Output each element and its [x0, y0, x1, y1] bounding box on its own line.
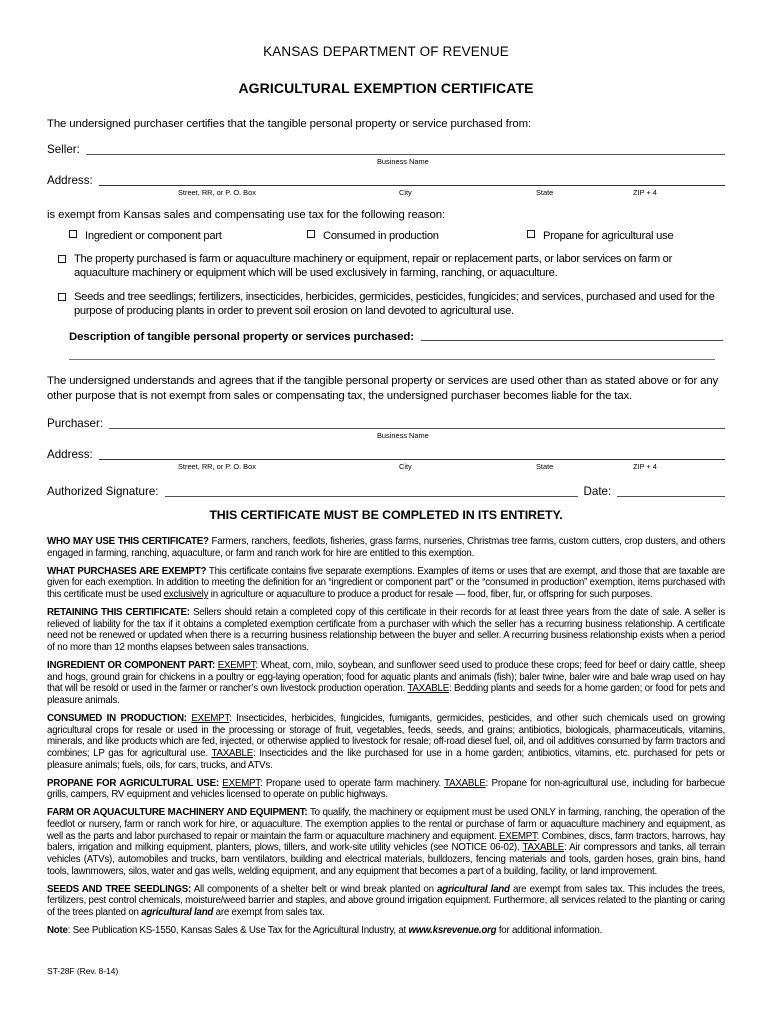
instruction-heading: WHAT PURCHASES ARE EXEMPT?: [47, 565, 207, 577]
purchaser-city-caption: City: [399, 462, 412, 472]
seller-caption-row: [47, 157, 725, 169]
checkbox-icon[interactable]: [58, 293, 66, 301]
purchaser-zip-caption: ZIP + 4: [633, 462, 657, 472]
agency-heading: KANSAS DEPARTMENT OF REVENUE: [263, 44, 509, 59]
seller-street-caption: Street, RR, or P. O. Box: [178, 188, 256, 197]
checkbox-ingredient-or-component-part[interactable]: [69, 230, 222, 242]
emphasis-taxable: TAXABLE: [407, 683, 449, 695]
form-number: ST-28F (Rev. 8-14): [47, 966, 119, 976]
emphasis-agricultural-land: agricultural land: [141, 907, 214, 919]
instruction-text: To qualify, the machinery or equipment must be used ONLY in farming, ranching, the operation of the feedlot or nursery, farm or ranch work for hire, or aquaculture. The exemption applies to the rental or purchase of farm or aquaculture machinery and equipment, as well as the parts and labor purchased to repair or maintain the farm or aquaculture machinery and equipment. EXEMPT: Combines, discs, farm tractors, harrows, hay balers, irrigation and milking equipment, planters, plows, tillers, and work-site utility vehicles (see NOTICE 06-02). TAXABLE: Air compressors and tanks, all terrain vehicles (ATVs), automobiles and trucks, barn ventilators, building and electrical materials, bulldozers, fencing materials and tools, garden hoses, grain bins, hand tools, lawnmowers, silos, water and gas wells, welding equipment, and any equipment that becomes a part of a building, facility, or land improvement.: [47, 807, 725, 877]
instruction-text: Sellers should retain a completed copy of this certificate in their records for at least three years from the date of sale. A seller is relieved of liability for the tax if it obtains a completed exemption certificate from a purchaser with which the seller has a recurring business relationship. A certificate need not be renewed or updated when there is a recurring business relationship between the buyer and seller. A recurring business relationship exists when a period of no more than 12 months elapses between sales transactions.: [47, 606, 725, 654]
instruction-note: [47, 925, 725, 937]
completion-notice: THIS CERTIFICATE MUST BE COMPLETED IN ITS ENTIRETY.: [209, 508, 563, 523]
seller-field-row: [47, 143, 725, 157]
purchaser-state-caption: State: [536, 462, 554, 472]
checkbox-label: The property purchased is farm or aquaculture machinery or equipment, repair or replacement parts, or labor services on farm or aquaculture machinery or equipment which will be used exclusively in farming, ranching, or aquaculture.: [74, 253, 673, 279]
instruction-heading: CONSUMED IN PRODUCTION:: [47, 712, 187, 724]
checkbox-label: Seeds and tree seedlings; fertilizers, insecticides, herbicides, germicides, pesticides, fungicides; and services, purchased and used for the purpose of producing plants in order to prevent soil erosion on land devoted to agricultural use.: [74, 291, 715, 317]
instruction-retaining: [47, 607, 725, 654]
emphasis-agricultural-land: agricultural land: [437, 883, 510, 895]
purchaser-label: Purchaser:: [47, 417, 104, 431]
checkbox-consumed-in-production[interactable]: [307, 230, 439, 242]
instruction-text: : See Publication KS-1550, Kansas Sales & Use Tax for the Agricultural Industry, at www.ksrevenue.org for additional information.: [67, 924, 603, 936]
signature-label: Authorized Signature:: [47, 485, 159, 499]
checkbox-icon[interactable]: [307, 230, 315, 238]
instruction-heading: SEEDS AND TREE SEEDLINGS:: [47, 883, 192, 895]
seller-address-input[interactable]: [99, 185, 725, 186]
instruction-who-may-use: [47, 536, 725, 560]
checkbox-label: Consumed in production: [323, 230, 439, 242]
purchaser-input[interactable]: [109, 428, 725, 429]
instruction-heading: RETAINING THIS CERTIFICATE:: [47, 606, 190, 618]
checkbox-icon[interactable]: [527, 230, 535, 238]
agreement-paragraph: The undersigned understands and agrees that if the tangible personal property or services are used other than as stated above or for any other purpose that is not exempt from sales or compensating tax, the undersigned purchaser becomes liable for the tax.: [47, 375, 719, 402]
purchaser-address-field-row: [47, 448, 725, 462]
link-ksrevenue[interactable]: www.ksrevenue.org: [408, 924, 497, 936]
checkbox-farm-machinery[interactable]: [47, 253, 725, 280]
emphasis-taxable: TAXABLE: [522, 842, 564, 854]
instruction-what-purchases: [47, 566, 725, 601]
description-colon: :: [410, 331, 414, 344]
instruction-machinery: [47, 807, 725, 878]
instruction-text: This certificate contains five separate exemptions. Examples of items or uses that are exempt, and those that are taxable are given for each exemption. In addition to meeting the definition for an “ingredient or component part” or the “consumed in production” exemption, items purchased with this certificate must be used exclusively in agriculture or aquaculture to produce a product for resale — food, fiber, fur, or offspring for such purposes.: [47, 565, 726, 601]
form-content: [47, 0, 725, 937]
emphasis-exempt: EXEMPT: [191, 712, 230, 724]
instruction-heading: Note: [47, 924, 68, 936]
instruction-text: EXEMPT: Propane used to operate farm machinery. TAXABLE: Propane for non-agricultural use, including for barbecue grills, campers, RV equipment and vehicles licensed to operate on public highways.: [47, 777, 726, 801]
instruction-heading: INGREDIENT OR COMPONENT PART:: [47, 659, 216, 671]
instruction-heading: FARM OR AQUACULTURE MACHINERY AND EQUIPMENT:: [47, 807, 308, 819]
signature-input[interactable]: [165, 496, 578, 497]
emphasis-exempt: EXEMPT: [499, 830, 537, 842]
date-label: Date:: [583, 485, 612, 499]
seller-address-caption-row: [47, 188, 725, 200]
instruction-propane: [47, 778, 725, 802]
seller-business-name-caption: Business Name: [377, 157, 429, 166]
emphasis-exclusively: exclusively: [163, 589, 209, 601]
seller-address-field-row: [47, 174, 725, 188]
seller-zip-caption: ZIP + 4: [633, 188, 657, 197]
description-field-row: [47, 331, 725, 343]
purchaser-address-caption-row: [47, 462, 725, 474]
purchaser-address-input[interactable]: [99, 459, 725, 460]
purchaser-business-name-caption: Business Name: [377, 431, 429, 441]
instruction-consumed: [47, 713, 725, 772]
checkbox-icon[interactable]: [69, 230, 77, 238]
instructions-block: [47, 536, 725, 937]
description-input-line2[interactable]: [69, 359, 715, 360]
reason-checkbox-row: [47, 230, 725, 245]
checkbox-icon[interactable]: [58, 255, 66, 263]
instruction-seeds: [47, 884, 725, 919]
purchaser-address-label: Address:: [47, 448, 93, 462]
emphasis-exempt: EXEMPT: [222, 777, 260, 789]
instruction-heading: WHO MAY USE THIS CERTIFICATE?: [47, 536, 209, 548]
purchaser-caption-row: [47, 431, 725, 443]
emphasis-taxable: TAXABLE: [444, 777, 486, 789]
instruction-heading: PROPANE FOR AGRICULTURAL USE:: [47, 777, 219, 789]
exempt-reason-intro: is exempt from Kansas sales and compensating use tax for the following reason:: [47, 209, 446, 221]
purchaser-field-row: [47, 417, 725, 431]
seller-state-caption: State: [536, 188, 554, 197]
description-label: Description of tangible personal property or services purchased: [69, 331, 411, 344]
instruction-text: Farmers, ranchers, feedlots, fisheries, grass farms, nurseries, Christmas tree farms, custom cutters, crop dusters, and others engaged in farming, ranching, aquaculture, or farm and ranch work for hire are entitled to this exemption.: [47, 536, 725, 559]
emphasis-exempt: EXEMPT: [217, 659, 256, 671]
checkbox-propane-for-agricultural-use[interactable]: [527, 230, 673, 242]
seller-address-label: Address:: [47, 174, 93, 187]
instruction-text: All components of a shelter belt or wind break planted on agricultural land are exempt from sales tax. This includes the trees, fertilizers, pest control chemicals, moisture/weed barrier and staples, and above ground irrigation equipment. Furthermore, all services related to the planting or caring of the trees planted on agricultural land are exempt from sales tax.: [47, 883, 725, 919]
instruction-text: EXEMPT: Insecticides, herbicides, fungicides, fumigants, germicides, pesticides, and other such chemicals used on growing agricultural crops for resale or used in the processing or storage of fruit, vegetables, feeds, seeds, and grains; antibiotics, biologicals, pharmaceuticals, vitamins, minerals, and like products which are fed, injected, or otherwise applied to livestock for resale; off-road diesel fuel, oil, and oil additives consumed by farm tractors and combines; LP gas for agricultural use. TAXABLE: Insecticides and the like purchased for use in a home garden; antibiotics, vitamins, etc. purchased for pets or pleasure animals; fuels, oils, for cars, trucks, and ATVs.: [47, 712, 725, 771]
checkbox-label: Propane for agricultural use: [543, 230, 674, 242]
seller-label: Seller:: [47, 143, 80, 156]
seller-input[interactable]: [86, 154, 725, 155]
instruction-text: EXEMPT: Wheat, corn, milo, soybean, and sunflower seed used to produce these crops; feed for beef or dairy cattle, sheep and hogs, ground grain for chickens in a poultry or egg-laying operation; food for aquatic plants and animals (fish); baler twine, baler wire and bale wrap used on hay that will be resold or used in the farmer or rancher’s own livestock production operation. TAXABLE: Bedding plants and seeds for a home garden; or food for pets and pleasure animals.: [47, 659, 726, 707]
lead-statement: The undersigned purchaser certifies that the tangible personal property or service purchased from:: [47, 118, 532, 130]
checkbox-label: Ingredient or component part: [85, 230, 222, 242]
purchaser-street-caption: Street, RR, or P. O. Box: [178, 462, 256, 472]
seller-city-caption: City: [399, 188, 412, 197]
checkbox-seeds-and-tree-seedlings[interactable]: [47, 291, 725, 318]
description-input[interactable]: [421, 340, 723, 341]
page-title: AGRICULTURAL EXEMPTION CERTIFICATE: [238, 80, 534, 96]
signature-field-row: [47, 485, 725, 499]
emphasis-taxable: TAXABLE: [211, 748, 253, 760]
date-input[interactable]: [617, 496, 725, 497]
instruction-ingredient: [47, 660, 725, 707]
